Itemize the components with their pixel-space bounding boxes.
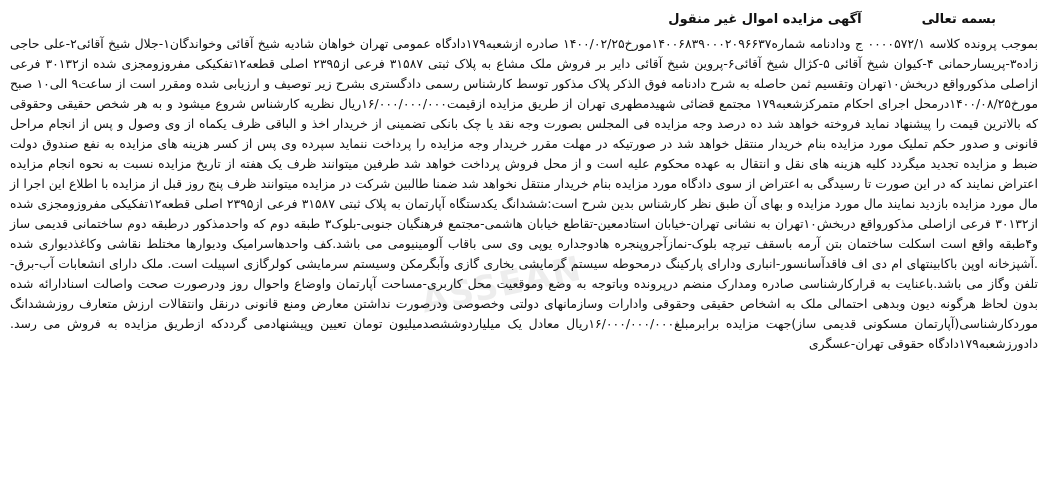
notice-header bbox=[10, 4, 1038, 34]
watermark-logo: ASSEAN bbox=[417, 248, 587, 322]
notice-title: آگهی مزایده اموال غیر منقول bbox=[668, 11, 862, 27]
basmala-heading: بسمه تعالی bbox=[921, 11, 996, 27]
notice-body: بموجب پرونده کلاسه ۰۰۰۰۵۷۲/۱ ج ودادنامه شماره۱۴۰۰۶۸۳۹۰۰۰۲۰۹۶۶۳۷مورخ۱۴۰۰/۰۲/۲۵ صادره ازشعبه۱۷۹دادگاه عمومی تهران خواهان شادیه شیخ آقائی وخواندگان۱-جلال شیخ آقائی۲-علی حاجی زاده۳-پریسارحمانی ۴-کیوان شیخ آقائی ۵-کژال شیخ آقائی۶-پروین شیخ آقائی دایر بر فروش ملک مشاع به پلاک ثبتی ۳۱۵۸۷ فرعی از۲۳۹۵ اصلی قطعه۱۲تفکیکی مفروزومجزی شده از۳۰۱۳۲ فرعی ازاصلی مذکورواقع دربخش۱۰تهران وتقسیم ثمن حاصله به شرح دادنامه فوق الذکر پلاک مذکور توسط کارشناس رسمی دادگستری بشرح زیر توصیف و ارزیابی شده ومقرر است از ساعت۹ الی۱۰ صبح مورخ۱۴۰۰/۰۸/۲۵درمحل اجرای احکام متمرکزشعبه۱۷۹ مجتمع قضائی شهیدمطهری تهران از طریق مزایده ازقیمت۱۶/۰۰۰/۰۰۰/۰۰۰ریال نظریه کارشناس شروع میشود و به هر شخص حقیقی وحقوقی که بالاترین قیمت را پیشنهاد نماید فروخته خواهد شد ده درصد وجه مزایده فی المجلس بصورت وجه نقد یا چک بانکی تضمینی از خریدار اخذ و الباقی ظرف یکماه از وی وصول و پس از انجام مراحل قانونی و صدور حکم تملیک مورد مزایده بنام خریدار منتقل خواهد شد در صورتیکه در مهلت مقرر خریدار وجه مزایده را پرداخت ننماید سپرده وی پس از کسر هزینه های مزایده به نفع صندوق دولت ضبط و مزایده تجدید میگردد کلیه هزینه های نقل و انتقال به عهده محکوم علیه است و از محل فروش پرداخت خواهد شد طرفین میتوانند ظرف یک هفته از تاریخ مزایده نسبت به نحوه انجام مزایده اعتراض نمایند که در این صورت تا رسیدگی به اعتراض از سوی دادگاه مورد مزایده بنام خریدار منتقل نخواهد شد ضمنا طالبین شرکت در مزایده میتوانند ظرف پنج روز قبل از مزایده با اطلاع این اجرا از مال مورد مزایده بازدید نمایند مال مورد مزایده و بهای آن طبق نظر کارشناس بدین شرح است:ششدانگ یکدستگاه آپارتمان به پلاک ثبتی ۳۱۵۸۷ فرعی از۲۳۹۵ اصلی قطعه۱۲تفکیکی مفروزومجزی شده از۳۰۱۳۲ فرعی ازاصلی مذکورواقع دربخش۱۰تهران به نشانی تهران-خیابان استادمعین-تقاطع خیابان هاشمی-مجتمع فرهنگیان جنوبی-بلوک۳ طبقه دوم که واحدمذکور درطبقه دوم ساختمانی قدیمی ساز و۴طبقه واقع است اسکلت ساختمان بتن آرمه باسقف تیرچه بلوک-نمازآجروپنجره هادوجداره یوپی وی سی باقاب آلومینیومی می باشد.کف واحدهاسرامیک ودیوارها مختلط نقاشی وکاغذدیواری شده .آشپزخانه اوپن باکابینتهای ام دی اف فاقدآسانسور-انباری ودارای پارکینگ درمحوطه سیستم گرمایشی بخاری گازی وآبگرمکن وسیستم سرمایشی کولرگازی اسپیلت است. ملک دارای انشعابات آب-برق-تلفن وگاز می باشد.باعنایت به قرارکارشناسی صادره ومدارک منضم درپرونده وباتوجه به وضع وموقعیت محل کاربری-مساحت آپارتمان واوضاع واحوال روز ودرصورت صحت واصالت اسنادارائه شده بدون لحاظ هرگونه دیون وبدهی احتمالی ملک به اشخاص حقیقی وحقوقی وادارات وسازمانهای دولتی وخصوصی ودرصورت نداشتن معارض ومنع قانونی درنقل وانتقالات ارزش متعارف روزششدانگ موردکارشناسی(آپارتمان مسکونی قدیمی ساز)جهت مزایده برابرمبلغ۱۶/۰۰۰/۰۰۰/۰۰۰ریال معادل یک میلیاردوششصدمیلیون تومان تعیین وپیشنهادمی گرددکه ازطریق مزایده به فروش می رسد. دادورزشعبه۱۷۹دادگاه حقوقی تهران-عسگری bbox=[10, 36, 1039, 351]
